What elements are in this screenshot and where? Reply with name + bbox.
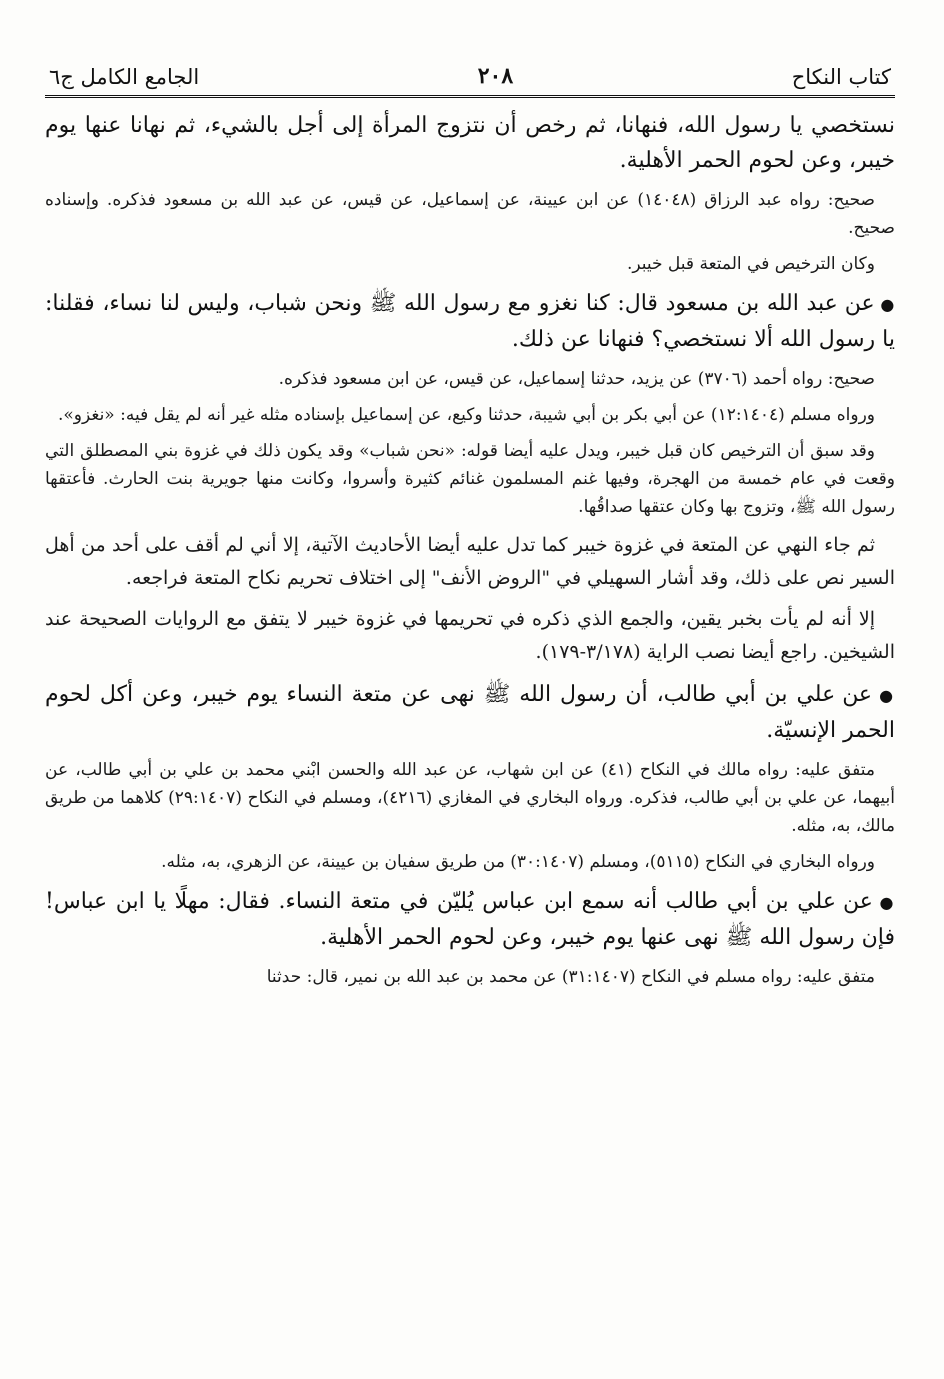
header-divider bbox=[45, 95, 895, 98]
hadith-text: ● عن علي بن أبي طالب أنه سمع ابن عباس يُليّن في متعة النساء. فقال: مهلًا يا ابن عباس! فإن رسول الله ﷺ نهى عنها يوم خيبر، وعن لحوم الحمر الأهلية. bbox=[45, 884, 895, 955]
commentary-note: وكان الترخيص في المتعة قبل خيبر. bbox=[626, 254, 875, 274]
commentary-note: متفق عليه: رواه مسلم في النكاح (٣١:١٤٠٧) عن محمد بن عبد الله بن نمير، قال: حدثنا bbox=[266, 967, 875, 987]
commentary-note: ورواه مسلم (١٢:١٤٠٤) عن أبي بكر بن أبي شيبة، حدثنا وكيع، عن إسماعيل بإسناده مثله غير أنه لم يقل فيه: «نغزو». bbox=[57, 405, 875, 425]
book-title: الجامع الكامل ج٦ bbox=[49, 65, 200, 89]
page-header bbox=[45, 55, 895, 89]
commentary-note: ثم جاء النهي عن المتعة في غزوة خيبر كما تدل عليه أيضا الأحاديث الآتية، إلا أني لم أقف على أحد من أهل السير نص على ذلك، وقد أشار السهيلي في "الروض الأنف" إلى اختلاف تحريم نكاح المتعة فراجعه. bbox=[45, 534, 895, 589]
page-content bbox=[45, 108, 895, 991]
hadith-text: ● عن عبد الله بن مسعود قال: كنا نغزو مع رسول الله ﷺ ونحن شباب، وليس لنا نساء، فقلنا: يا رسول الله ألا نستخصي؟ فنهانا عن ذلك. bbox=[45, 286, 895, 357]
commentary-note: وقد سبق أن الترخيص كان قبل خيبر، ويدل عليه أيضا قوله: «نحن شباب» وقد يكون ذلك في غزوة بني المصطلق التي وقعت في عام خمسة من الهجرة، وفيها غنم المسلمون غنائم كثيرة وأسروا، وكانت منها جويرية بنت الحارث. فأعتقها رسول الله ﷺ، وتزوج بها وكان عتقها صداقُها. bbox=[45, 441, 895, 517]
page-number: ٢٠٨ bbox=[477, 63, 514, 89]
commentary-note: متفق عليه: رواه مالك في النكاح (٤١) عن ابن شهاب، عن عبد الله والحسن ابْني محمد بن علي بن أبي طالب، عن أبيهما، عن علي بن أبي طالب، فذكره. ورواه البخاري في المغازي (٤٢١٦)، ومسلم في النكاح (٢٩:١٤٠٧) كلاهما من طريق مالك، به، مثله. bbox=[45, 760, 895, 836]
commentary-note: صحيح: رواه أحمد (٣٧٠٦) عن يزيد، حدثنا إسماعيل، عن قيس، عن ابن مسعود فذكره. bbox=[278, 369, 875, 389]
hadith-text: ● عن علي بن أبي طالب، أن رسول الله ﷺ نهى عن متعة النساء يوم خيبر، وعن أكل لحوم الحمر الإنسيّة. bbox=[45, 677, 895, 748]
hadith-continuation: نستخصي يا رسول الله، فنهانا، ثم رخص أن نتزوج المرأة إلى أجل بالشيء، ثم نهانا عنها يوم خيبر، وعن لحوم الحمر الأهلية. bbox=[45, 113, 895, 173]
book-page bbox=[45, 55, 895, 999]
commentary-note: ورواه البخاري في النكاح (٥١١٥)، ومسلم (٣٠:١٤٠٧) من طريق سفيان بن عيينة، عن الزهري، به، مثله. bbox=[161, 852, 875, 872]
commentary-note: صحيح: رواه عبد الرزاق (١٤٠٤٨) عن ابن عيينة، عن إسماعيل، عن قيس، عن عبد الله بن مسعود فذكره. وإسناده صحيح. bbox=[45, 190, 895, 238]
chapter-title: كتاب النكاح bbox=[791, 65, 891, 89]
commentary-note: إلا أنه لم يأت بخبر يقين، والجمع الذي ذكره في تحريمها في غزوة خيبر لا يتفق مع الروايات الصحيحة عند الشيخين. راجع أيضا نصب الراية (٣/١٧٨-١٧٩). bbox=[45, 608, 895, 663]
